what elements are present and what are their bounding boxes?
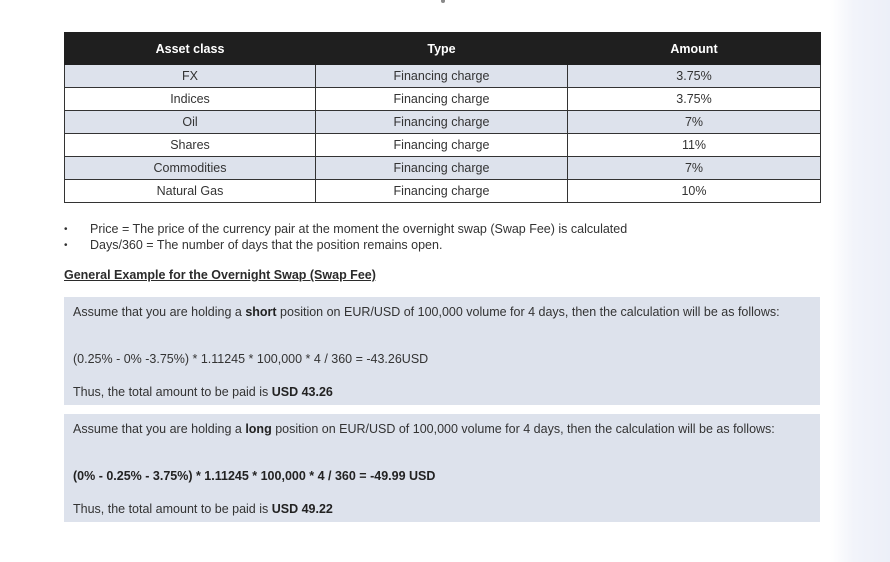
example-formula: (0.25% - 0% -3.75%) * 1.11245 * 100,000 * 4 / 360 = -43.26USD bbox=[73, 352, 429, 366]
intro-text: Assume that you are holding a bbox=[73, 305, 246, 319]
cell-asset-class: Shares bbox=[65, 134, 316, 157]
cell-asset-class: FX bbox=[65, 65, 316, 88]
position-type: short bbox=[245, 305, 277, 319]
cell-amount: 3.75% bbox=[568, 65, 821, 88]
total-value: USD 43.26 bbox=[271, 385, 333, 399]
cell-amount: 11% bbox=[568, 134, 821, 157]
cell-asset-class: Indices bbox=[65, 88, 316, 111]
table-row bbox=[65, 157, 821, 180]
table-row bbox=[65, 180, 821, 203]
total-label: Thus, the total amount to be paid is bbox=[73, 385, 272, 399]
example-short-position bbox=[64, 297, 820, 405]
section-heading: General Example for the Overnight Swap (Swap Fee) bbox=[64, 268, 376, 282]
cell-type: Financing charge bbox=[316, 88, 568, 111]
table-row bbox=[65, 65, 821, 88]
bullet-icon: • bbox=[64, 239, 68, 251]
total-value: USD 49.22 bbox=[271, 502, 333, 516]
example-intro bbox=[73, 422, 790, 437]
column-header-amount: Amount bbox=[568, 33, 821, 65]
example-long-position bbox=[64, 414, 820, 522]
example-intro bbox=[73, 305, 790, 320]
intro-text: position on EUR/USD of 100,000 volume for 4 days, then the calculation will be as follows: bbox=[276, 305, 780, 319]
example-formula: (0% - 0.25% - 3.75%) * 1.11245 * 100,000 * 4 / 360 = -49.99 USD bbox=[73, 469, 436, 483]
table-row bbox=[65, 111, 821, 134]
total-label: Thus, the total amount to be paid is bbox=[73, 502, 272, 516]
example-total bbox=[73, 385, 790, 400]
list-item bbox=[64, 221, 824, 237]
definition-days: Days/360 = The number of days that the position remains open. bbox=[90, 238, 443, 252]
cell-amount: 7% bbox=[568, 111, 821, 134]
cell-type: Financing charge bbox=[316, 65, 568, 88]
page-edge-shadow bbox=[830, 0, 890, 562]
list-item bbox=[64, 237, 824, 253]
intro-text: Assume that you are holding a bbox=[73, 422, 246, 436]
example-total bbox=[73, 502, 790, 517]
cell-asset-class: Commodities bbox=[65, 157, 316, 180]
column-header-type: Type bbox=[316, 33, 568, 65]
cell-type: Financing charge bbox=[316, 157, 568, 180]
cell-type: Financing charge bbox=[316, 111, 568, 134]
definition-price: Price = The price of the currency pair at the moment the overnight swap (Swap Fee) is calculated bbox=[90, 222, 628, 236]
column-header-asset-class: Asset class bbox=[65, 33, 316, 65]
position-type: long bbox=[245, 422, 272, 436]
swap-rates-table bbox=[64, 32, 821, 203]
cell-amount: 3.75% bbox=[568, 88, 821, 111]
table-row bbox=[65, 134, 821, 157]
cell-amount: 10% bbox=[568, 180, 821, 203]
cell-asset-class: Oil bbox=[65, 111, 316, 134]
bullet-icon: • bbox=[64, 223, 68, 235]
table-header-row bbox=[65, 33, 821, 65]
page-top-mark bbox=[441, 0, 445, 3]
cell-amount: 7% bbox=[568, 157, 821, 180]
cell-type: Financing charge bbox=[316, 180, 568, 203]
table-row bbox=[65, 88, 821, 111]
cell-asset-class: Natural Gas bbox=[65, 180, 316, 203]
definitions-list bbox=[64, 221, 824, 253]
intro-text: position on EUR/USD of 100,000 volume for 4 days, then the calculation will be as follows: bbox=[271, 422, 775, 436]
cell-type: Financing charge bbox=[316, 134, 568, 157]
